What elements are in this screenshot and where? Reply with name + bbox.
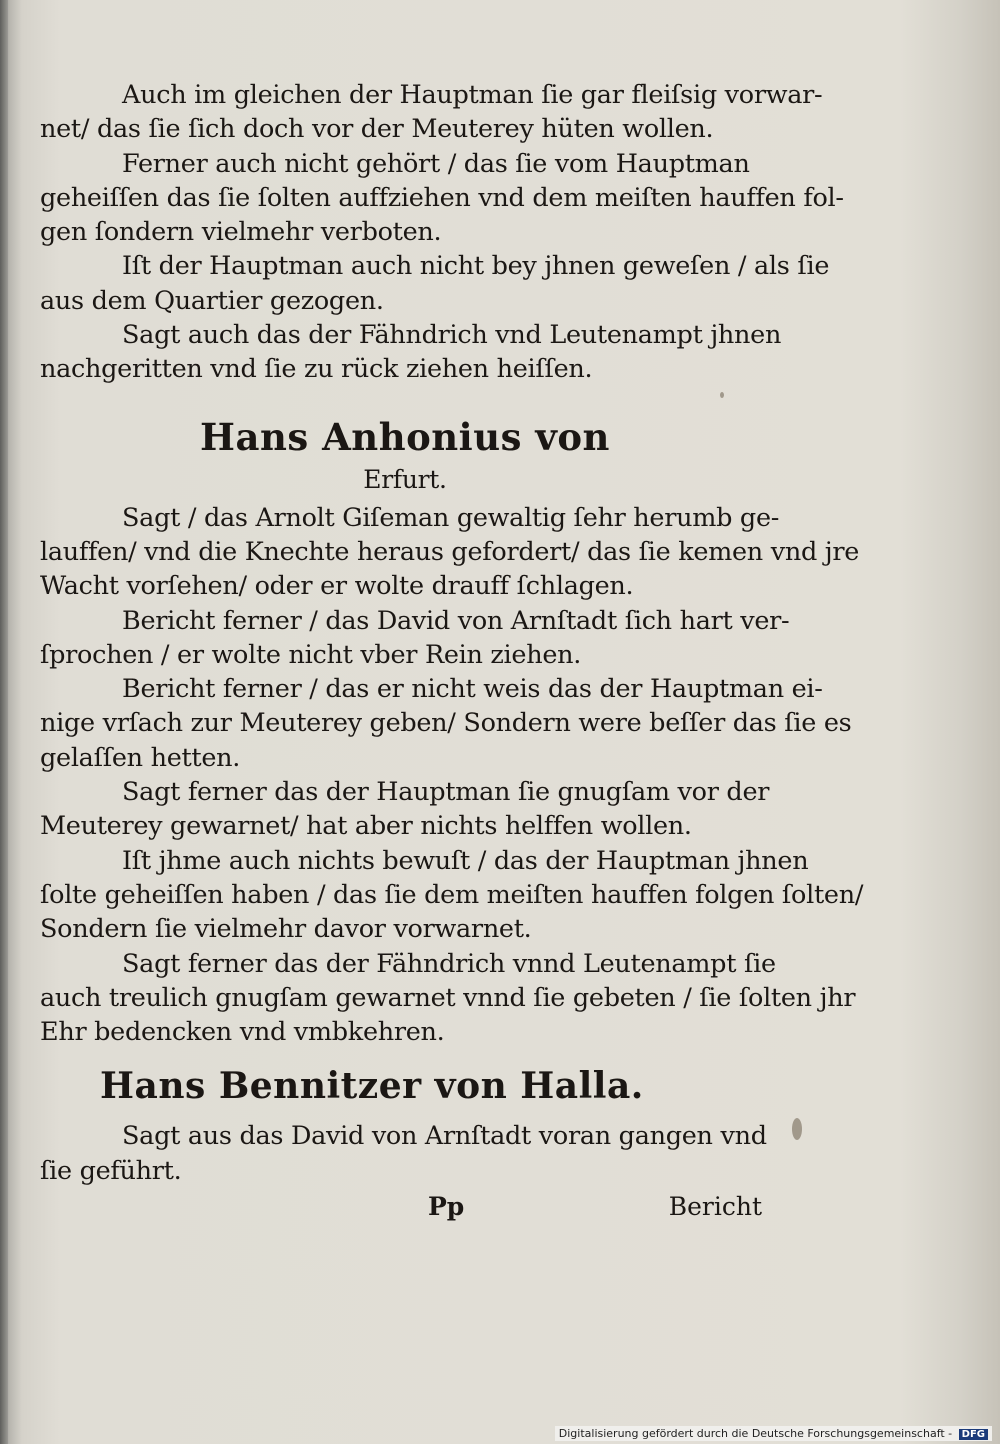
text-line: Meuterey gewarnet/ hat aber nichts helffen wollen. <box>40 811 692 842</box>
text-line: Sagt ferner das der Hauptman ſie gnugſam vor der <box>122 777 770 808</box>
text-line: Sagt / das Arnolt Giſeman gewaltig ſehr herumb ge- <box>122 502 780 533</box>
text-line: nige vrſach zur Meuterey geben/ Sondern were beſſer das ſie es <box>40 708 852 739</box>
ink-stain <box>720 392 724 398</box>
credit-text: Digitalisierung gefördert durch die Deutsche Forschungsgemeinschaft - <box>558 1427 953 1440</box>
text-line: nachgeritten vnd ſie zu rück ziehen heiſſen. <box>40 354 593 385</box>
signature-mark: Pp <box>428 1192 465 1221</box>
page-edge <box>0 0 8 1444</box>
text-line: Auch im gleichen der Hauptman ſie gar fleiſsig vorwar- <box>122 80 823 110</box>
dfg-logo: DFG <box>959 1429 988 1440</box>
text-line: Ferner auch nicht gehört / das ſie vom Hauptman <box>122 148 750 179</box>
text-line: Sagt ferner das der Fähndrich vnnd Leutenampt ſie <box>122 948 776 979</box>
section-heading: Hans Bennitzer von Halla. <box>100 1065 644 1108</box>
text-line: geheiſſen das ſie ſolten auffziehen vnd dem meiſten hauffen fol- <box>40 182 844 213</box>
body-text <box>40 78 864 1188</box>
text-line: Iſt der Hauptman auch nicht bey jhnen geweſen / als ſie <box>122 251 830 282</box>
ink-stain <box>792 1118 802 1140</box>
text-line: Ehr bedencken vnd vmbkehren. <box>40 1017 445 1048</box>
text-line: Sagt aus das David von Arnſtadt voran gangen vnd <box>122 1121 767 1152</box>
text-line: auch treulich gnugſam gewarnet vnnd ſie gebeten / ſie ſolten jhr <box>40 982 856 1013</box>
text-line: Iſt jhme auch nichts bewuſt / das der Hauptman jhnen <box>122 845 809 876</box>
text-line: ſie geführt. <box>40 1155 182 1186</box>
text-line: ſolte geheiſſen haben / das ſie dem meiſten hauffen folgen ſolten/ <box>40 879 864 910</box>
page-footer <box>40 1192 770 1228</box>
text-line: Bericht ferner / das David von Arnſtadt ſich hart ver- <box>122 605 790 636</box>
text-line: gen ſondern vielmehr verboten. <box>40 217 442 248</box>
section-subheading: Erfurt. <box>363 464 447 494</box>
text-line: aus dem Quartier gezogen. <box>40 285 384 316</box>
text-line: Wacht vorſehen/ oder er wolte drauff ſchlagen. <box>40 571 634 602</box>
text-line: lauffen/ vnd die Knechte heraus gefordert/ das ſie kemen vnd jre <box>40 536 860 567</box>
digitization-credit <box>555 1426 992 1441</box>
text-line: ſprochen / er wolte nicht vber Rein ziehen. <box>40 639 582 670</box>
catchword: Bericht <box>668 1192 762 1221</box>
text-line: gelaſſen hetten. <box>40 742 241 773</box>
text-line: Bericht ferner / das er nicht weis das der Hauptman ei- <box>122 674 823 705</box>
text-line: Sondern ſie vielmehr davor vorwarnet. <box>40 914 532 945</box>
text-line: Sagt auch das der Fähndrich vnd Leutenampt jhnen <box>122 320 782 351</box>
text-line: net/ das ſie ſich doch vor der Meuterey hüten wollen. <box>40 114 714 145</box>
section-heading: Hans Anhonius von <box>200 414 610 459</box>
